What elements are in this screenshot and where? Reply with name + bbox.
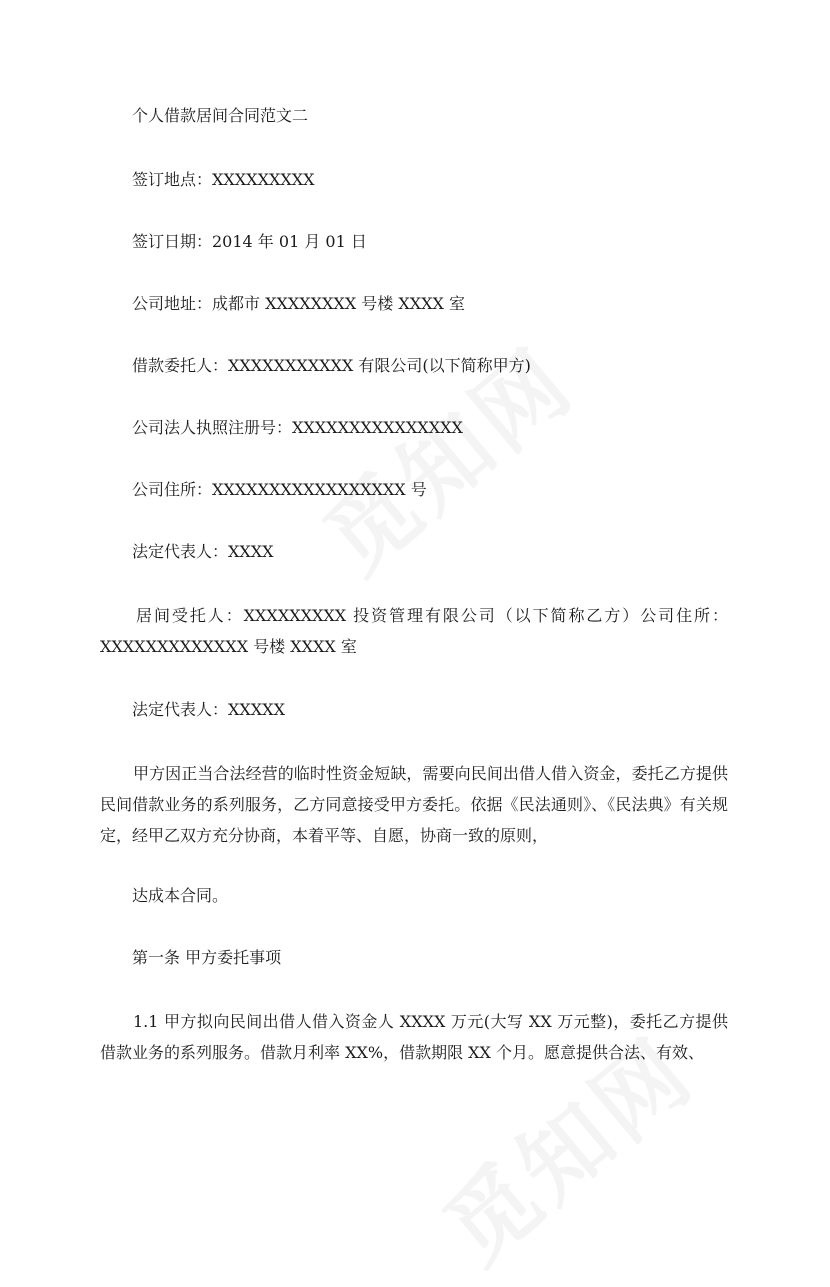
conclusion-line: 达成本合同。 bbox=[132, 886, 229, 905]
sign-place: 签订地点：XXXXXXXXX bbox=[132, 170, 315, 189]
intermediary-paragraph: 居间受托人：XXXXXXXXX 投资管理有限公司（以下简称乙方）公司住所：XXXXXXXXXXXXX 号楼 XXXX 室 bbox=[100, 606, 728, 656]
legal-representative-a: 法定代表人：XXXX bbox=[132, 542, 274, 561]
borrower-principal: 借款委托人：XXXXXXXXXXX 有限公司(以下简称甲方) bbox=[132, 356, 531, 375]
company-residence: 公司住所：XXXXXXXXXXXXXXXXX 号 bbox=[132, 480, 427, 499]
company-address: 公司地址：成都市 XXXXXXXX 号楼 XXXX 室 bbox=[132, 294, 466, 313]
preamble-paragraph: 甲方因正当合法经营的临时性资金短缺，需要向民间出借人借入资金，委托乙方提供民间借款业务的系列服务，乙方同意接受甲方委托。依据《民法通则》、《民法典》有关规定，经甲乙双方充分协商，本着平等、自愿，协商一致的原则， bbox=[100, 764, 728, 845]
clause-1-1: 1.1 甲方拟向民间出借人借入资金人 XXXX 万元(大写 XX 万元整)，委托乙方提供借款业务的系列服务。借款月利率 XX%，借款期限 XX 个月。愿意提供合法、有效、 bbox=[100, 1012, 728, 1062]
legal-representative-b: 法定代表人：XXXXX bbox=[132, 700, 285, 719]
sign-date: 签订日期：2014 年 01 月 01 日 bbox=[132, 232, 367, 251]
article-1-heading: 第一条 甲方委托事项 bbox=[132, 948, 282, 967]
legal-license-number: 公司法人执照注册号：XXXXXXXXXXXXXXX bbox=[132, 418, 463, 437]
document-title: 个人借款居间合同范文二 bbox=[132, 106, 309, 125]
